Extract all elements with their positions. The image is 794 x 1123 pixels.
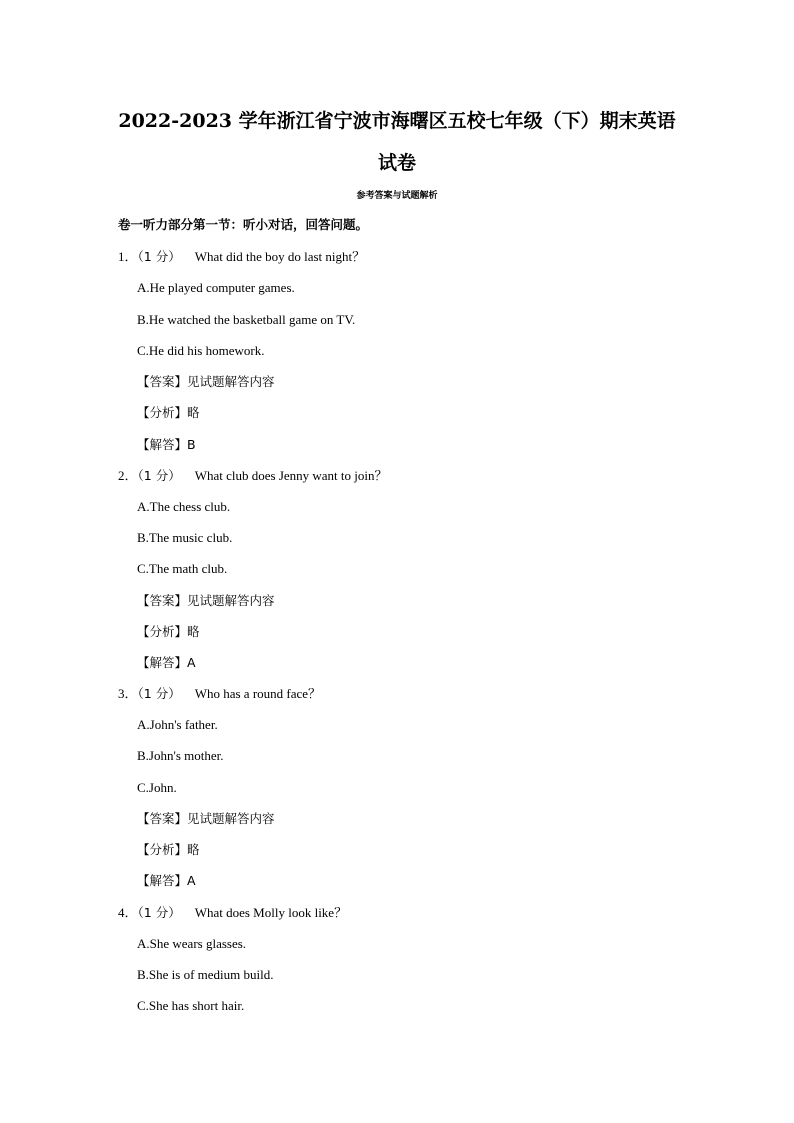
question-1-number: 1．: [118, 249, 138, 264]
question-2-option-b: B.The music club.: [137, 530, 233, 545]
question-1-option-a: A.He played computer games.: [137, 280, 295, 295]
question-4-score: （1 分）: [137, 905, 181, 920]
question-1-option-c: C.He did his homework.: [137, 343, 265, 358]
question-4: [118, 905, 347, 921]
question-1-option-b: B.He watched the basketball game on TV.: [137, 312, 356, 327]
section-heading: 卷一听力部分第一节：听小对话，回答问题。: [118, 217, 369, 232]
question-3-score: （1 分）: [137, 686, 181, 701]
question-2: [118, 468, 388, 484]
question-1-text: What did the boy do last night？: [194, 249, 366, 264]
question-2-option-c: C.The math club.: [137, 561, 228, 576]
question-1: [118, 249, 365, 265]
question-2-answer: 【答案】见试题解答内容: [137, 593, 275, 608]
question-3-option-a: A.John's father.: [137, 717, 218, 732]
question-2-number: 2．: [118, 468, 138, 483]
question-3-number: 3．: [118, 686, 138, 701]
question-2-analysis: 【分析】略: [137, 624, 200, 639]
question-3-option-c: C.John.: [137, 780, 177, 795]
question-3-answer: 【答案】见试题解答内容: [137, 811, 275, 826]
question-3-analysis: 【分析】略: [137, 842, 200, 857]
question-1-analysis: 【分析】略: [137, 405, 200, 420]
question-4-option-a: A.She wears glasses.: [137, 936, 247, 951]
question-1-answer: 【答案】见试题解答内容: [137, 374, 275, 389]
question-3-option-b: B.John's mother.: [137, 748, 224, 763]
question-2-text: What club does Jenny want to join？: [194, 468, 388, 483]
question-3-solution: 【解答】A: [137, 873, 196, 888]
document-subtitle: 参考答案与试题解析: [356, 191, 438, 201]
question-2-option-a: A.The chess club.: [137, 499, 231, 514]
question-3-text: Who has a round face？: [194, 686, 322, 701]
question-4-option-b: B.She is of medium build.: [137, 967, 274, 982]
question-4-number: 4．: [118, 905, 138, 920]
question-4-text: What does Molly look like？: [194, 905, 348, 920]
question-1-score: （1 分）: [137, 249, 181, 264]
document-title-line-2: 试卷: [377, 152, 416, 174]
question-2-solution: 【解答】A: [137, 655, 196, 670]
document-title-line-1: 2022-2023 学年浙江省宁波市海曙区五校七年级（下）期末英语: [118, 110, 676, 132]
question-1-solution: 【解答】B: [137, 437, 196, 452]
question-2-score: （1 分）: [137, 468, 181, 483]
question-3: [118, 686, 321, 702]
question-4-option-c: C.She has short hair.: [137, 998, 245, 1013]
